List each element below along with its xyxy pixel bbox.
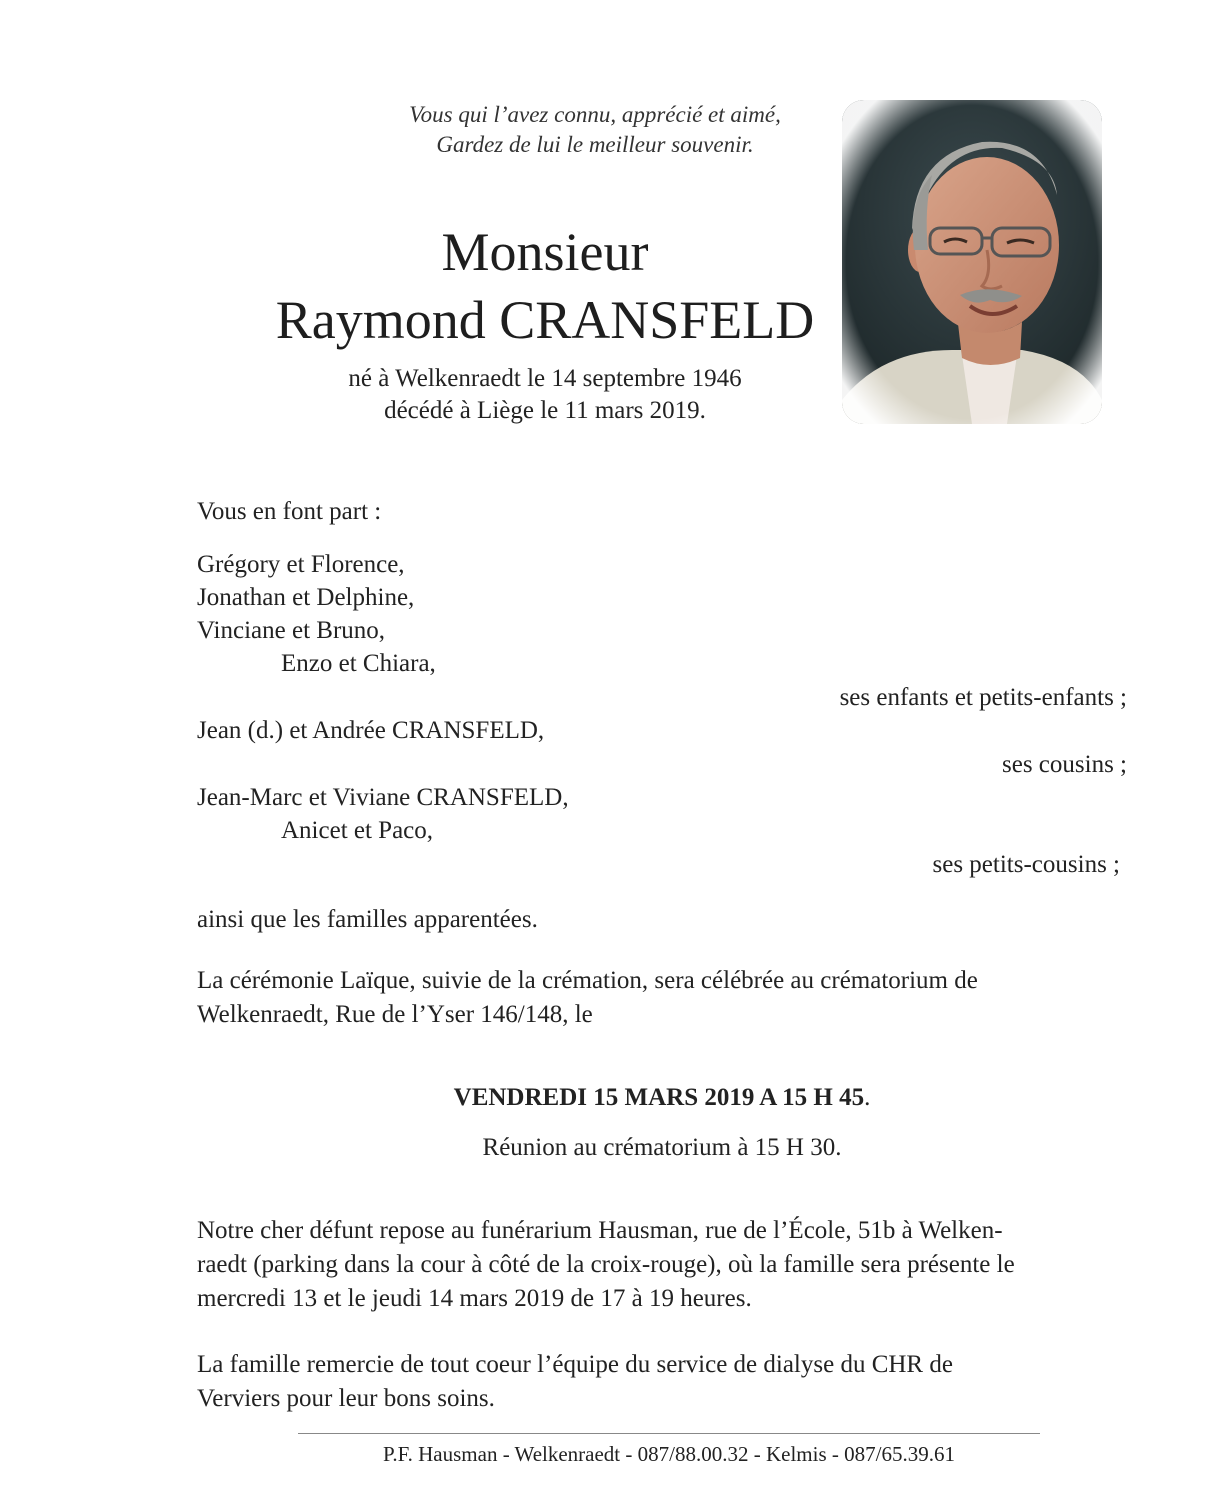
child-3: Vinciane et Bruno, [197, 617, 386, 644]
ceremony-date-punct: . [864, 1084, 871, 1111]
ceremony-date-line [197, 1081, 1127, 1114]
death-info: décédé à Liège le 11 mars 2019. [384, 397, 706, 424]
grandchildren: Enzo et Chiara, [281, 650, 436, 677]
ceremony-line-1: La cérémonie Laïque, suivie de la crémation, sera célébrée au crématorium de [197, 967, 978, 994]
children-role: ses enfants et petits-enfants ; [839, 684, 1127, 711]
birth-info: né à Welkenraedt le 14 septembre 1946 [348, 365, 742, 392]
related-families: ainsi que les familles apparentées. [197, 906, 538, 933]
second-cousins-role: ses petits-cousins ; [932, 851, 1120, 878]
epigraph-line-2: Gardez de lui le meilleur souvenir. [436, 132, 754, 157]
portrait-photo [842, 100, 1102, 424]
family-intro: Vous en font part : [197, 498, 382, 525]
cousins-role: ses cousins ; [1002, 751, 1127, 778]
footer-contact: P.F. Hausman - Welkenraedt - 087/88.00.32 - Kelmis - 087/65.39.61 [383, 1442, 955, 1466]
footer-divider [298, 1433, 1040, 1434]
epigraph [300, 100, 890, 160]
visitation-line-3: mercredi 13 et le jeudi 14 mars 2019 de 17 à 19 heures. [197, 1285, 752, 1312]
salutation: Monsieur [441, 222, 649, 282]
ceremony-meeting: Réunion au crématorium à 15 H 30. [482, 1134, 842, 1161]
visitation-line-1: Notre cher défunt repose au funérarium Hausman, rue de l’École, 51b à Welken- [197, 1217, 1003, 1244]
cousins: Jean (d.) et Andrée CRANSFELD, [197, 717, 545, 744]
visitation-line-2: raedt (parking dans la cour à côté de la croix-rouge), où la famille sera présente le [197, 1251, 1015, 1278]
thanks-line-2: Verviers pour leur bons soins. [197, 1385, 495, 1412]
thanks-line-1: La famille remercie de tout coeur l’équipe du service de dialyse du CHR de [197, 1351, 953, 1378]
ceremony-date: VENDREDI 15 MARS 2019 A 15 H 45 [453, 1084, 865, 1111]
ceremony-line-2: Welkenraedt, Rue de l’Yser 146/148, le [197, 1001, 593, 1028]
second-cousins: Jean-Marc et Viviane CRANSFELD, [197, 784, 569, 811]
second-cousins-children: Anicet et Paco, [281, 817, 434, 844]
deceased-name: Raymond CRANSFELD [275, 290, 815, 350]
epigraph-line-1: Vous qui l’avez connu, apprécié et aimé, [409, 102, 781, 127]
child-2: Jonathan et Delphine, [197, 584, 415, 611]
child-1: Grégory et Florence, [197, 551, 405, 578]
